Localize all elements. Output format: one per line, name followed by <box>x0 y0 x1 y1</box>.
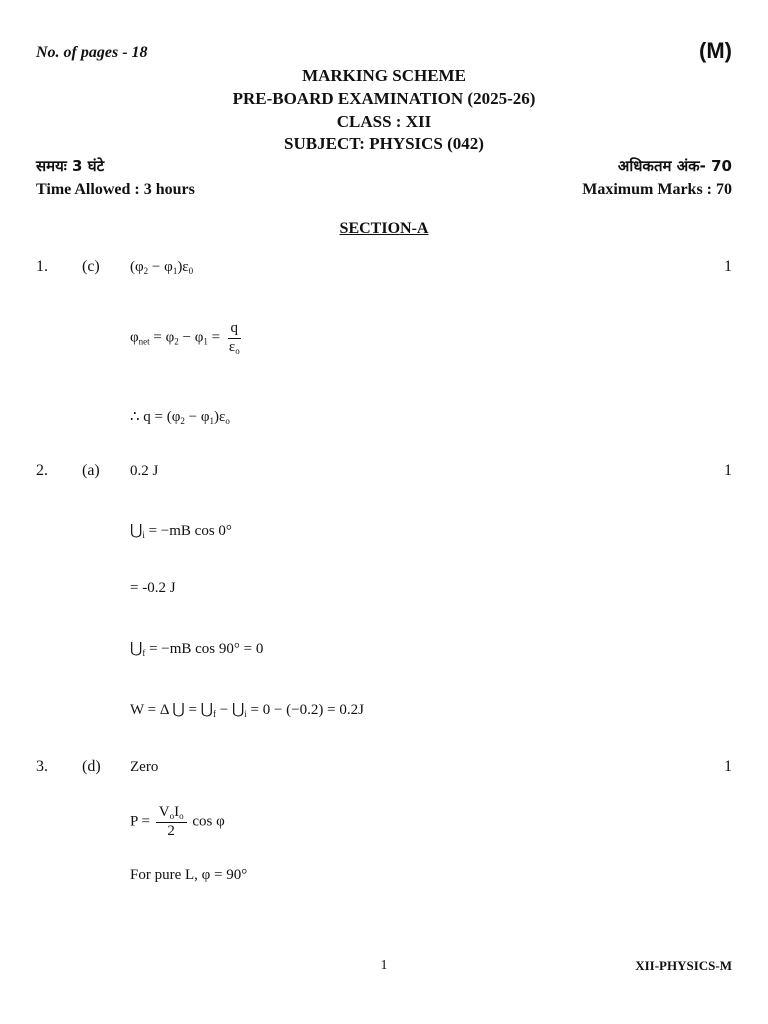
time-allowed: Time Allowed : 3 hours <box>36 181 195 198</box>
question-mark: 1 <box>724 258 732 275</box>
answer-text: $(\varphi_2 - \varphi_1)\varepsilon_0$ <box>130 259 194 276</box>
title-subject: SUBJECT: PHYSICS (042) <box>284 134 484 153</box>
hindi-time: समयः 3 घंटे <box>36 157 105 175</box>
maximum-marks: Maximum Marks : 70 <box>582 181 732 198</box>
question-number: 2. <box>36 462 48 479</box>
answer-text: Zero <box>130 759 159 775</box>
equation-power: P = $\frac{V_oI_o}{2}$ cos φ <box>130 804 225 839</box>
equation-charge: ∴ $q = (\varphi_2 - \varphi_1)\varepsilon_o$ <box>130 409 230 426</box>
answer-text: 0.2 J <box>130 463 159 479</box>
pages-count: No. of pages - 18 <box>36 44 148 61</box>
title-class: CLASS : XII <box>336 112 432 131</box>
question-number: 3. <box>36 758 48 775</box>
question-option: (c) <box>82 258 100 275</box>
question-mark: 1 <box>724 462 732 479</box>
equation-work: W = Δ ⋃ = $⋃_f$ − $⋃_i = 0 - (-0.2) = 0.2J$ <box>130 702 364 719</box>
set-code: (M) <box>699 38 732 63</box>
question-option: (d) <box>82 758 101 775</box>
hindi-marks: अधिकतम अंक- 70 <box>617 157 732 175</box>
page-number: 1 <box>380 958 388 973</box>
equation-flux-net: $\varphi_{net} = \varphi_2 - \varphi_1$ = $\frac{q}{\varepsilon_o}$ <box>130 320 240 356</box>
equation-initial-value: = -0.2 J <box>130 580 176 596</box>
equation-final-energy: $⋃_f = -mB$ cos 90° = 0 <box>130 641 264 658</box>
question-mark: 1 <box>724 758 732 775</box>
title-marking-scheme: MARKING SCHEME <box>302 66 466 85</box>
section-heading: SECTION-A <box>339 220 429 237</box>
question-number: 1. <box>36 258 48 275</box>
title-exam: PRE-BOARD EXAMINATION (2025-26) <box>232 89 536 108</box>
equation-initial-energy: $⋃_i = -mB$ cos 0° <box>130 523 232 540</box>
question-option: (a) <box>82 462 100 479</box>
footer-code: XII-PHYSICS-M <box>635 958 732 973</box>
pure-inductor-note: For pure L, φ = 90° <box>130 867 248 883</box>
